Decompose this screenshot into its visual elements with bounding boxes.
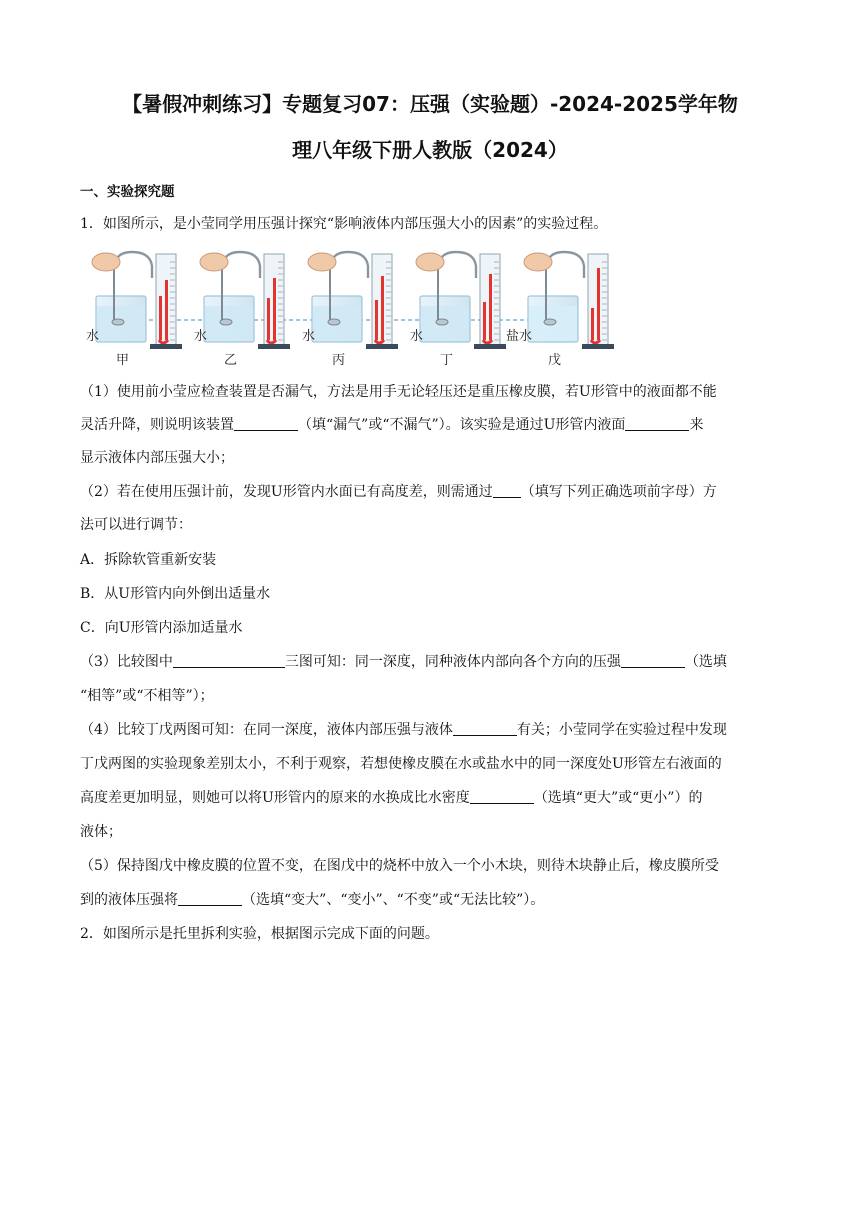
stand-base	[582, 344, 614, 349]
rubber-membrane	[220, 319, 232, 325]
apparatus-panel	[506, 252, 614, 368]
apparatus-panel	[86, 252, 182, 368]
u-tube-right-liquid	[597, 268, 600, 340]
option-a: A．拆除软管重新安装	[80, 552, 217, 568]
answer-blank[interactable]	[178, 891, 242, 906]
doc-title-line-1: 【暑假冲刺练习】专题复习07：压强（实验题）-2024-2025学年物	[122, 92, 738, 116]
panel-label: 丙	[332, 353, 346, 368]
rubber-membrane	[112, 319, 124, 325]
panel-label: 乙	[224, 353, 238, 368]
answer-blank[interactable]	[625, 416, 689, 431]
hand-icon	[416, 253, 444, 271]
apparatus-panel	[194, 252, 290, 368]
text: （2）若在使用压强计前，发现U形管内水面已有高度差，则需通过	[80, 484, 493, 500]
rubber-membrane	[544, 319, 556, 325]
hand-icon	[524, 253, 552, 271]
rubber-membrane	[328, 319, 340, 325]
liquid-label: 水	[302, 329, 316, 344]
liquid-label: 盐水	[506, 329, 533, 344]
q1-part1-line3: 显示液体内部压强大小；	[80, 450, 234, 466]
answer-blank[interactable]	[470, 789, 534, 804]
section-heading: 一、实验探究题	[80, 184, 175, 200]
apparatus-panel	[302, 252, 398, 368]
q1-part5-line2	[80, 890, 544, 910]
hand-icon	[92, 253, 120, 271]
pressure-gauge-figure	[84, 248, 624, 370]
panel-label: 丁	[440, 353, 454, 368]
text: （选填	[684, 654, 727, 670]
option-c: C．向U形管内添加适量水	[80, 620, 243, 636]
text: 有关；小莹同学在实验过程中发现	[516, 722, 727, 738]
liquid-label: 水	[410, 329, 424, 344]
u-tube-left-liquid	[159, 296, 162, 340]
text: （填写下列正确选项前字母）方	[520, 484, 717, 500]
q1-stem: 1．如图所示，是小莹同学用压强计探究“影响液体内部压强大小的因素”的实验过程。	[80, 216, 608, 232]
q1-part2-line2: 法可以进行调节：	[80, 517, 192, 533]
q2-stem: 2．如图所示是托里拆利实验，根据图示完成下面的问题。	[80, 926, 439, 942]
stand-base	[474, 344, 506, 349]
u-tube-right-liquid	[165, 280, 168, 340]
u-tube-right-liquid	[381, 276, 384, 340]
doc-title-line-2: 理八年级下册人教版（2024）	[292, 138, 568, 162]
u-tube-left-liquid	[375, 300, 378, 340]
q1-part3-line1	[80, 652, 727, 672]
u-tube-left-liquid	[267, 298, 270, 340]
answer-blank[interactable]	[493, 483, 521, 498]
u-tube-left-liquid	[591, 308, 594, 340]
q1-part1-line2	[80, 415, 703, 435]
q1-part4-line2: 丁戊两图的实验现象差别太小，不利于观察，若想使橡皮膜在水或盐水中的同一深度处U形管左右液面的	[80, 756, 722, 772]
answer-blank[interactable]	[173, 653, 285, 668]
text: （4）比较丁戊两图可知：在同一深度，液体内部压强与液体	[80, 722, 453, 738]
answer-blank[interactable]	[621, 653, 685, 668]
q1-part4-line3	[80, 788, 702, 808]
liquid-label: 水	[86, 329, 100, 344]
q1-part1-line1: （1）使用前小莹应检查装置是否漏气，方法是用手无论轻压还是重压橡皮膜，若U形管中的液面都不能	[80, 384, 717, 400]
q1-part5-line1: （5）保持图戊中橡皮膜的位置不变，在图戊中的烧杯中放入一个小木块，则待木块静止后，橡皮膜所受	[80, 858, 719, 874]
stand-base	[258, 344, 290, 349]
liquid-label: 水	[194, 329, 208, 344]
rubber-membrane	[436, 319, 448, 325]
hand-icon	[200, 253, 228, 271]
q1-part3-line2: “相等”或“不相等”）；	[80, 688, 214, 704]
q1-part4-line1	[80, 720, 727, 740]
text: （3）比较图中	[80, 654, 173, 670]
u-tube-right-liquid	[273, 278, 276, 340]
text: 到的液体压强将	[80, 892, 178, 908]
q1-part4-line4: 液体；	[80, 824, 122, 840]
text: （选填“变大”、“变小”、“不变”或“无法比较”）。	[242, 892, 545, 908]
option-b: B．从U形管内向外倒出适量水	[80, 586, 271, 602]
q1-part2-line1	[80, 482, 717, 502]
panel-label: 戊	[548, 353, 562, 368]
text: 来	[689, 417, 704, 433]
stand-base	[150, 344, 182, 349]
u-tube-right-liquid	[489, 274, 492, 340]
answer-blank[interactable]	[234, 416, 298, 431]
stand-base	[366, 344, 398, 349]
u-tube-left-liquid	[483, 302, 486, 340]
text: （填“漏气”或“不漏气”）。该实验是通过U形管内液面	[298, 417, 626, 433]
panel-label: 甲	[116, 353, 130, 368]
hand-icon	[308, 253, 336, 271]
text: 三图可知：同一深度，同种液体内部向各个方向的压强	[284, 654, 621, 670]
text: （选填“更大”或“更小”）的	[533, 790, 703, 806]
apparatus-panel	[410, 252, 506, 368]
answer-blank[interactable]	[453, 721, 517, 736]
text: 高度差更加明显，则她可以将U形管内的原来的水换成比水密度	[80, 790, 470, 806]
text: 灵活升降，则说明该装置	[80, 417, 234, 433]
